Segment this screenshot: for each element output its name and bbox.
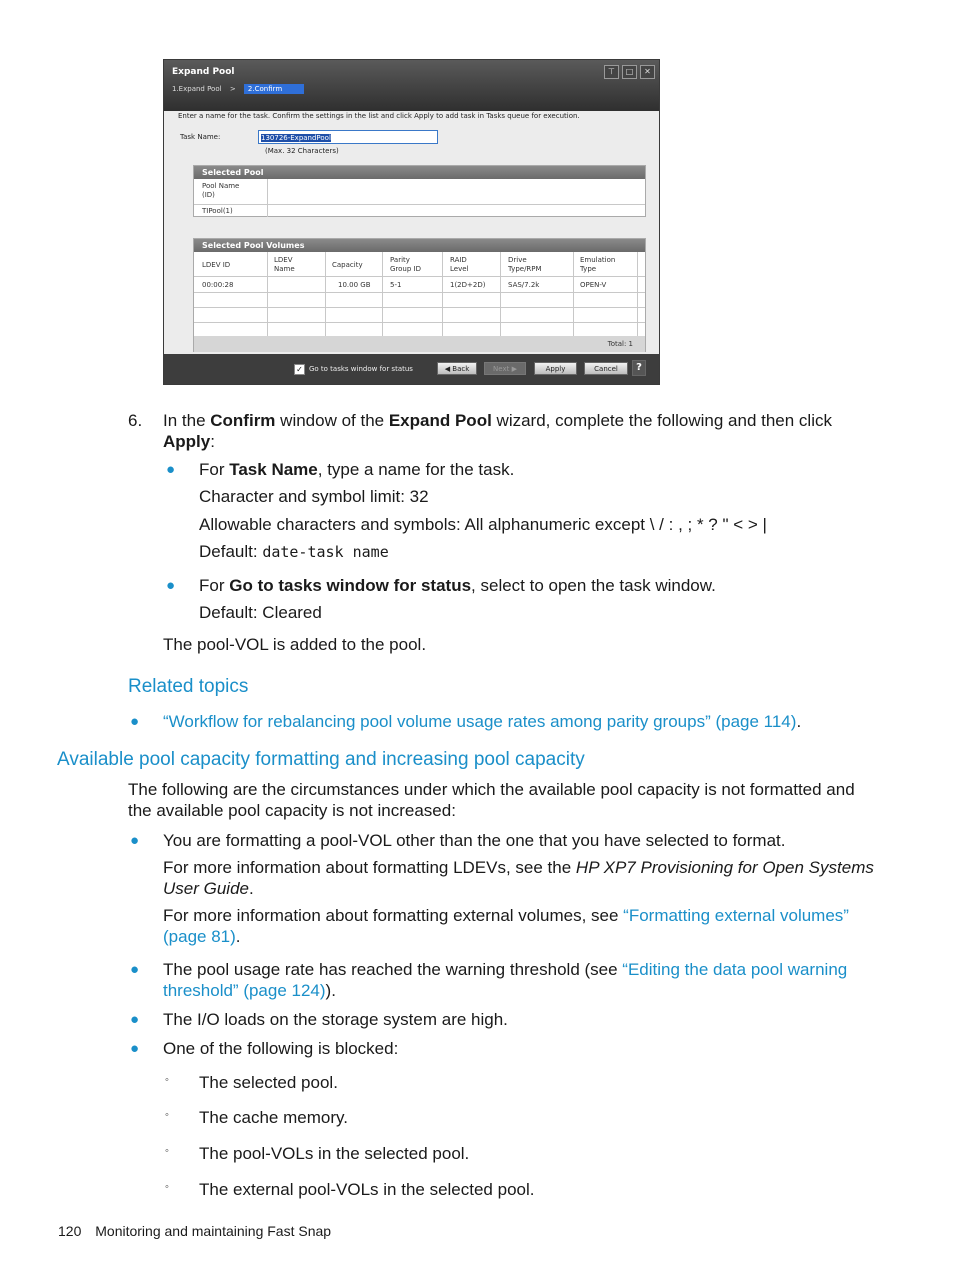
table-total: Total: 1 xyxy=(607,340,633,348)
step-separator: > xyxy=(229,85,236,93)
col-header-ldev-id[interactable]: LDEV ID xyxy=(202,261,231,269)
selected-pool-table xyxy=(193,165,646,217)
allowed-chars-text: Allowable characters and symbols: All alphanumeric except \ / : , ; * ? " < > | xyxy=(199,515,767,534)
back-button[interactable]: ◀ Back xyxy=(437,362,477,375)
pool-name-header-line1: Pool Name xyxy=(202,182,240,190)
result-text: The pool-VOL is added to the pool. xyxy=(163,635,427,654)
dialog-title-bar xyxy=(164,60,659,111)
close-icon[interactable]: ✕ xyxy=(640,65,655,79)
step-6-text: In the Confirm window of the Expand Pool wizard, complete the following and then click Apply: xyxy=(163,411,832,451)
circumstance-4: One of the following is blocked: xyxy=(163,1039,399,1058)
go-to-tasks-bullet: For Go to tasks window for status, select to open the task window. xyxy=(199,576,716,595)
char-limit-text: Character and symbol limit: 32 xyxy=(199,487,429,506)
sub-item-external-pool-vols: The external pool-VOLs in the selected pool. xyxy=(199,1180,535,1199)
sub-bullet-icon: ◦ xyxy=(165,1074,169,1086)
sub-item-cache-memory: The cache memory. xyxy=(199,1108,348,1127)
next-button[interactable]: Next ▶ xyxy=(484,362,526,375)
expand-pool-dialog xyxy=(163,59,660,385)
col-header-raid-level[interactable]: RAID Level xyxy=(450,256,469,273)
pin-icon[interactable]: ⊤ xyxy=(604,65,619,79)
task-name-hint: (Max. 32 Characters) xyxy=(265,147,339,155)
editing-warning-threshold-page-link[interactable]: threshold” (page 124) xyxy=(163,981,326,1000)
bullet-icon: ● xyxy=(166,577,176,594)
formatting-external-volumes-page-link[interactable]: (page 81) xyxy=(163,927,236,946)
maximize-icon[interactable]: □ xyxy=(622,65,637,79)
bullet-icon: ● xyxy=(130,1011,140,1028)
related-topics-heading: Related topics xyxy=(128,676,249,697)
task-name-label: Task Name: xyxy=(180,133,221,141)
dialog-instruction: Enter a name for the task. Confirm the settings in the list and click Apply to add task in Tasks queue for execution. xyxy=(178,112,580,120)
pool-name-header xyxy=(202,182,239,200)
default-cleared: Default: Cleared xyxy=(199,603,322,622)
pool-name-header-line2: (ID) xyxy=(202,191,215,199)
page-footer xyxy=(58,1223,331,1239)
sub-bullet-icon: ◦ xyxy=(165,1145,169,1157)
cell-emulation-type: OPEN-V xyxy=(580,281,607,289)
cell-drive-type: SAS/7.2k xyxy=(508,281,540,289)
go-to-tasks-label: Go to tasks window for status xyxy=(309,365,413,373)
circumstance-1: You are formatting a pool-VOL other than the one that you have selected to format. xyxy=(163,831,786,850)
section-intro: The following are the circumstances under which the available pool capacity is not formatted and the available pool capacity is not increased: xyxy=(128,780,855,820)
cell-ldev-id: 00:00:28 xyxy=(202,281,234,289)
cell-parity-group: 5-1 xyxy=(390,281,402,289)
sub-item-pool-vols: The pool-VOLs in the selected pool. xyxy=(199,1144,470,1163)
ldev-format-note: For more information about formatting LDEVs, see the HP XP7 Provisioning for Open Systems User Guide. xyxy=(163,858,874,898)
go-to-tasks-checkbox[interactable]: ✓ xyxy=(294,364,305,375)
selected-volumes-title: Selected Pool Volumes xyxy=(194,239,645,252)
bullet-icon: ● xyxy=(130,961,140,978)
step-confirm: 2.Confirm xyxy=(244,84,304,94)
col-header-parity-group[interactable]: Parity Group ID xyxy=(390,256,421,273)
editing-warning-threshold-link[interactable]: “Editing the data pool warning xyxy=(622,960,848,979)
circumstance-3: The I/O loads on the storage system are high. xyxy=(163,1010,508,1029)
table-total-bar xyxy=(194,336,645,352)
selected-volumes-table xyxy=(193,238,646,352)
dialog-footer xyxy=(164,354,659,384)
default-task-name: Default: date-task name xyxy=(199,542,389,561)
bullet-icon: ● xyxy=(130,832,140,849)
related-topic-item: “Workflow for rebalancing pool volume usage rates among parity groups” (page 114). xyxy=(163,712,802,731)
help-icon[interactable]: ? xyxy=(632,360,646,376)
wizard-steps xyxy=(172,85,304,93)
task-name-input[interactable] xyxy=(258,130,438,144)
section-heading: Available pool capacity formatting and increasing pool capacity xyxy=(57,749,585,770)
task-name-bullet: For Task Name, type a name for the task. xyxy=(199,460,515,479)
col-header-drive-type[interactable]: Drive Type/RPM xyxy=(508,256,542,273)
step-number: 6. xyxy=(128,411,143,430)
formatting-external-volumes-link[interactable]: “Formatting external volumes” xyxy=(623,906,849,925)
selected-pool-title: Selected Pool xyxy=(194,166,645,179)
col-header-capacity[interactable]: Capacity xyxy=(332,261,363,269)
circumstance-2: The pool usage rate has reached the warning threshold (see “Editing the data pool warning threshold” (page 124)). xyxy=(163,960,848,1000)
col-header-ldev-name[interactable]: LDEV Name xyxy=(274,256,295,273)
bullet-icon: ● xyxy=(130,1040,140,1057)
bullet-icon: ● xyxy=(130,713,140,730)
sub-item-selected-pool: The selected pool. xyxy=(199,1073,338,1092)
sub-bullet-icon: ◦ xyxy=(165,1181,169,1193)
sub-bullet-icon: ◦ xyxy=(165,1109,169,1121)
related-topic-link[interactable]: “Workflow for rebalancing pool volume usage rates among parity groups” (page 114) xyxy=(163,712,797,731)
external-format-note: For more information about formatting external volumes, see “Formatting external volumes” (page 81). xyxy=(163,906,849,946)
bullet-icon: ● xyxy=(166,461,176,478)
page-number: 120 xyxy=(58,1223,82,1239)
cell-raid-level: 1(2D+2D) xyxy=(450,281,486,289)
col-header-emulation-type[interactable]: Emulation Type xyxy=(580,256,616,273)
footer-title: Monitoring and maintaining Fast Snap xyxy=(95,1223,332,1239)
step-expand-pool: 1.Expand Pool xyxy=(172,85,222,93)
dialog-title: Expand Pool xyxy=(172,67,235,77)
task-name-value: 130726-ExpandPool xyxy=(261,134,331,142)
pool-name-value[interactable]: TIPool(1) xyxy=(202,207,233,215)
apply-button[interactable]: Apply xyxy=(534,362,577,375)
cell-capacity: 10.00 GB xyxy=(338,281,371,289)
cancel-button[interactable]: Cancel xyxy=(584,362,628,375)
